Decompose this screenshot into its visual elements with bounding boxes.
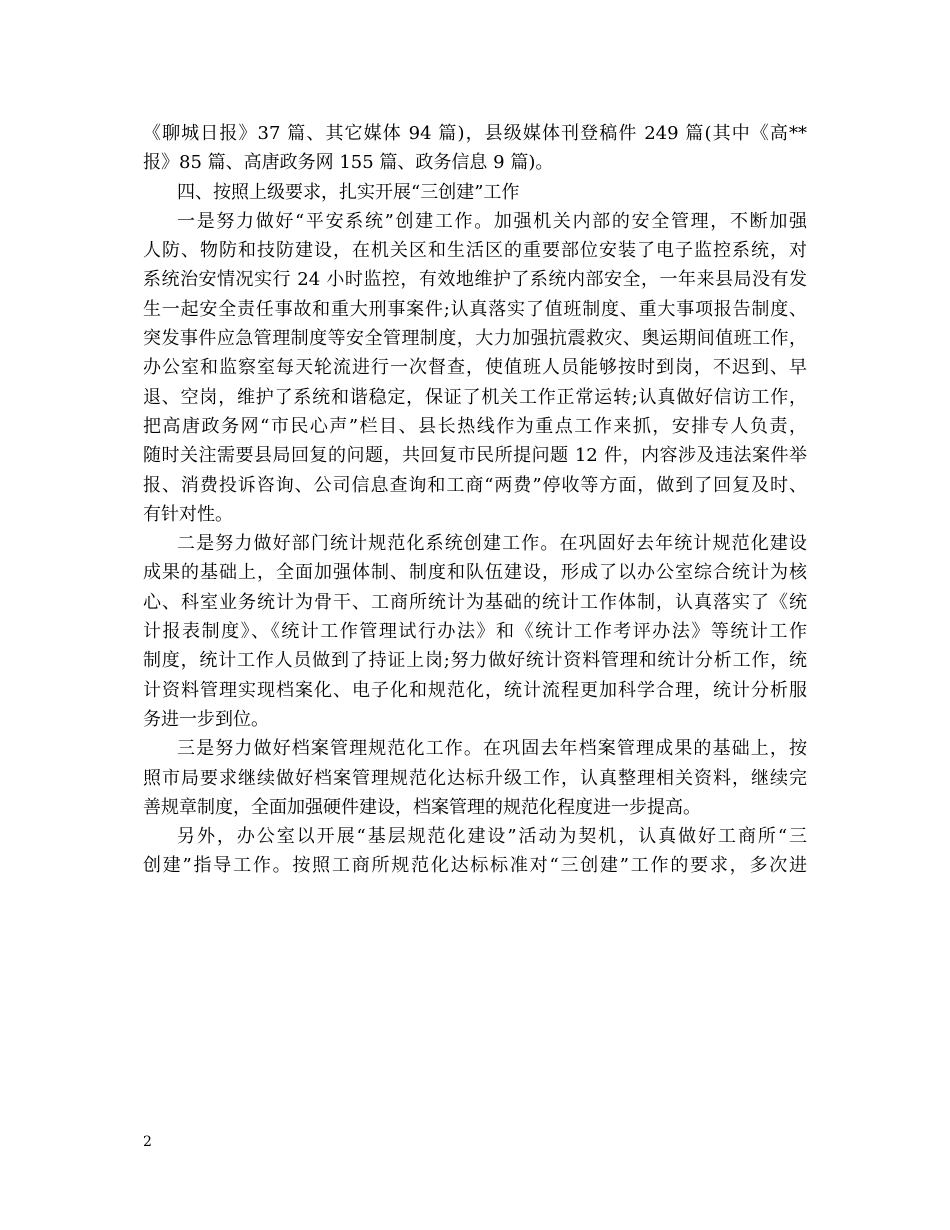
text-line: 把高唐政务网“市民心声”栏目、县长热线作为重点工作来抓，安排专人负责，	[143, 415, 807, 437]
text-line: 三是努力做好档案管理规范化工作。在巩固去年档案管理成果的基础上，按	[177, 738, 807, 760]
text-line: 心、科室业务统计为骨干、工商所统计为基础的统计工作体制，认真落实了《统	[143, 591, 807, 613]
text-line: 突发事件应急管理制度等安全管理制度，大力加强抗震救灾、奥运期间值班工作，	[143, 328, 807, 350]
text-line: 计资料管理实现档案化、电子化和规范化，统计流程更加科学合理，统计分析服	[143, 679, 807, 701]
text-line: 报、消费投诉咨询、公司信息查询和工商“两费”停收等方面，做到了回复及时、	[143, 474, 807, 496]
section-heading: 四、按照上级要求，扎实开展“三创建”工作	[177, 181, 520, 203]
text-line: 务进一步到位。	[143, 708, 269, 730]
text-line: 有针对性。	[143, 503, 233, 525]
text-line: 退、空岗，维护了系统和谐稳定，保证了机关工作正常运转;认真做好信访工作，	[143, 386, 807, 408]
text-line: 计报表制度》、《统计工作管理试行办法》和《统计工作考评办法》等统计工作	[143, 621, 807, 643]
text-line: 随时关注需要县局回复的问题，共回复市民所提问题 12 件，内容涉及违法案件举	[143, 445, 807, 467]
text-line: 办公室和监察室每天轮流进行一次督查，使值班人员能够按时到岗，不迟到、早	[143, 357, 807, 379]
document-body	[143, 119, 807, 881]
text-line: 二是努力做好部门统计规范化系统创建工作。在巩固好去年统计规范化建设	[177, 533, 807, 555]
text-line: 善规章制度，全面加强硬件建设，档案管理的规范化程度进一步提高。	[143, 796, 701, 818]
text-line: 另外，办公室以开展“基层规范化建设”活动为契机，认真做好工商所“三	[177, 826, 807, 848]
text-line: 系统治安情况实行 24 小时监控，有效地维护了系统内部安全，一年来县局没有发	[143, 269, 807, 291]
page-number: 2	[143, 1134, 152, 1150]
text-line: 《聊城日报》37 篇、其它媒体 94 篇)，县级媒体刊登稿件 249 篇(其中《高**	[143, 123, 807, 144]
text-line: 一是努力做好“平安系统”创建工作。加强机关内部的安全管理，不断加强	[177, 210, 807, 232]
text-line: 制度，统计工作人员做到了持证上岗;努力做好统计资料管理和统计分析工作，统	[143, 650, 807, 672]
text-line: 成果的基础上，全面加强体制、制度和队伍建设，形成了以办公室综合统计为核	[143, 562, 807, 584]
text-line: 生一起安全责任事故和重大刑事案件;认真落实了值班制度、重大事项报告制度、	[143, 298, 807, 320]
text-line: 照市局要求继续做好档案管理规范化达标升级工作，认真整理相关资料，继续完	[143, 767, 807, 789]
text-line: 报》85 篇、高唐政务网 155 篇、政务信息 9 篇)。	[143, 152, 554, 174]
text-line: 创建”指导工作。按照工商所规范化达标标准对“三创建”工作的要求，多次进	[143, 855, 807, 877]
text-line: 人防、物防和技防建设，在机关区和生活区的重要部位安装了电子监控系统，对	[143, 240, 807, 262]
